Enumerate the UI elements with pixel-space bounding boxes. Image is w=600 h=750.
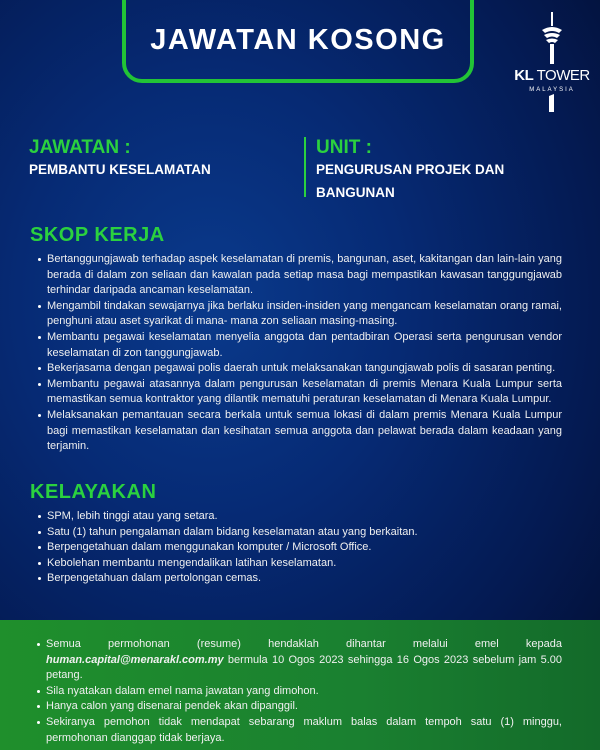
logo-text: KL TOWER [514, 67, 590, 84]
email-link[interactable]: human.capital@menarakl.com.my [46, 653, 224, 666]
list-item: Berpengetahuan dalam pertolongan cemas. [47, 571, 562, 587]
qualifications-heading: KELAYAKAN [30, 481, 157, 503]
application-list [46, 637, 562, 746]
list-item: Satu (1) tahun pengalaman dalam bidang keselamatan atau yang berkaitan. [47, 525, 562, 541]
position-label: JAWATAN : [29, 137, 131, 158]
logo-subtext: MALAYSIA [529, 87, 575, 93]
list-item: Sila nyatakan dalam emel nama jawatan yang dimohon. [46, 684, 562, 700]
unit-label: UNIT : [316, 137, 372, 158]
unit-value: PENGURUSAN PROJEK DAN BANGUNAN [316, 162, 505, 200]
page-title: JAWATAN KOSONG [150, 24, 446, 56]
list-item: Membantu pegawai keselamatan menyelia anggota dan pentadbiran Operasi serta pengurusan vendor keselamatan di zon tanggungjawab. [47, 330, 562, 361]
position-value: PEMBANTU KESELAMATAN [29, 162, 211, 177]
scope-list [47, 252, 562, 455]
list-item: SPM, lebih tinggi atau yang setara. [47, 509, 562, 525]
list-item: Melaksanakan pemantauan secara berkala untuk semua lokasi di dalam premis Menara Kuala Lumpur bagi memastikan keselamatan dan kesihatan semua anggota dan pelawat berada dalam keadaan yang terjamin. [47, 408, 562, 455]
list-item: Mengambil tindakan sewajarnya jika berlaku insiden-insiden yang mengancam keselamatan orang ramai, penghuni atau aset syarikat di mana- mana zon seliaan masing-masing. [47, 299, 562, 330]
list-item: Semua permohonan (resume) hendaklah dihantar melalui emel kepada human.capital@menarakl.com.my bermula 10 Ogos 2023 sehingga 16 Ogos 2023 sebelum jam 5.00 petang. [46, 637, 562, 684]
application-footer [0, 620, 600, 750]
list-item: Bekerjasama dengan pegawai polis daerah untuk melaksanakan tangungjawab polis di sasaran penting. [47, 361, 562, 377]
list-item: Hanya calon yang disenarai pendek akan dipanggil. [46, 699, 562, 715]
list-item: Bertanggungjawab terhadap aspek keselamatan di premis, bangunan, aset, kakitangan dan lain-lain yang berada di dalam zon seliaan dan kawalan pada setiap masa bagi mempastikan kawasan tanggungjawab terhindar daripada ancaman keselamatan. [47, 252, 562, 299]
tower-icon [512, 12, 592, 112]
qualifications-list [47, 509, 562, 587]
divider [304, 137, 306, 197]
scope-heading: SKOP KERJA [30, 224, 165, 246]
list-item: Kebolehan membantu mengendalikan latihan keselamatan. [47, 556, 562, 572]
list-item: Membantu pegawai atasannya dalam pengurusan keselamatan di premis Menara Kuala Lumpur serta memastikan semua kontraktor yang dilantik mematuhi peraturan keselamatan di Menara Kuala Lumpur. [47, 377, 562, 408]
list-item: Sekiranya pemohon tidak mendapat sebarang maklum balas dalam tempoh satu (1) minggu, permohonan dianggap tidak berjaya. [46, 715, 562, 746]
title-banner [122, 0, 474, 83]
list-item: Berpengetahuan dalam menggunakan komputer / Microsoft Office. [47, 540, 562, 556]
kl-tower-logo [512, 12, 592, 112]
